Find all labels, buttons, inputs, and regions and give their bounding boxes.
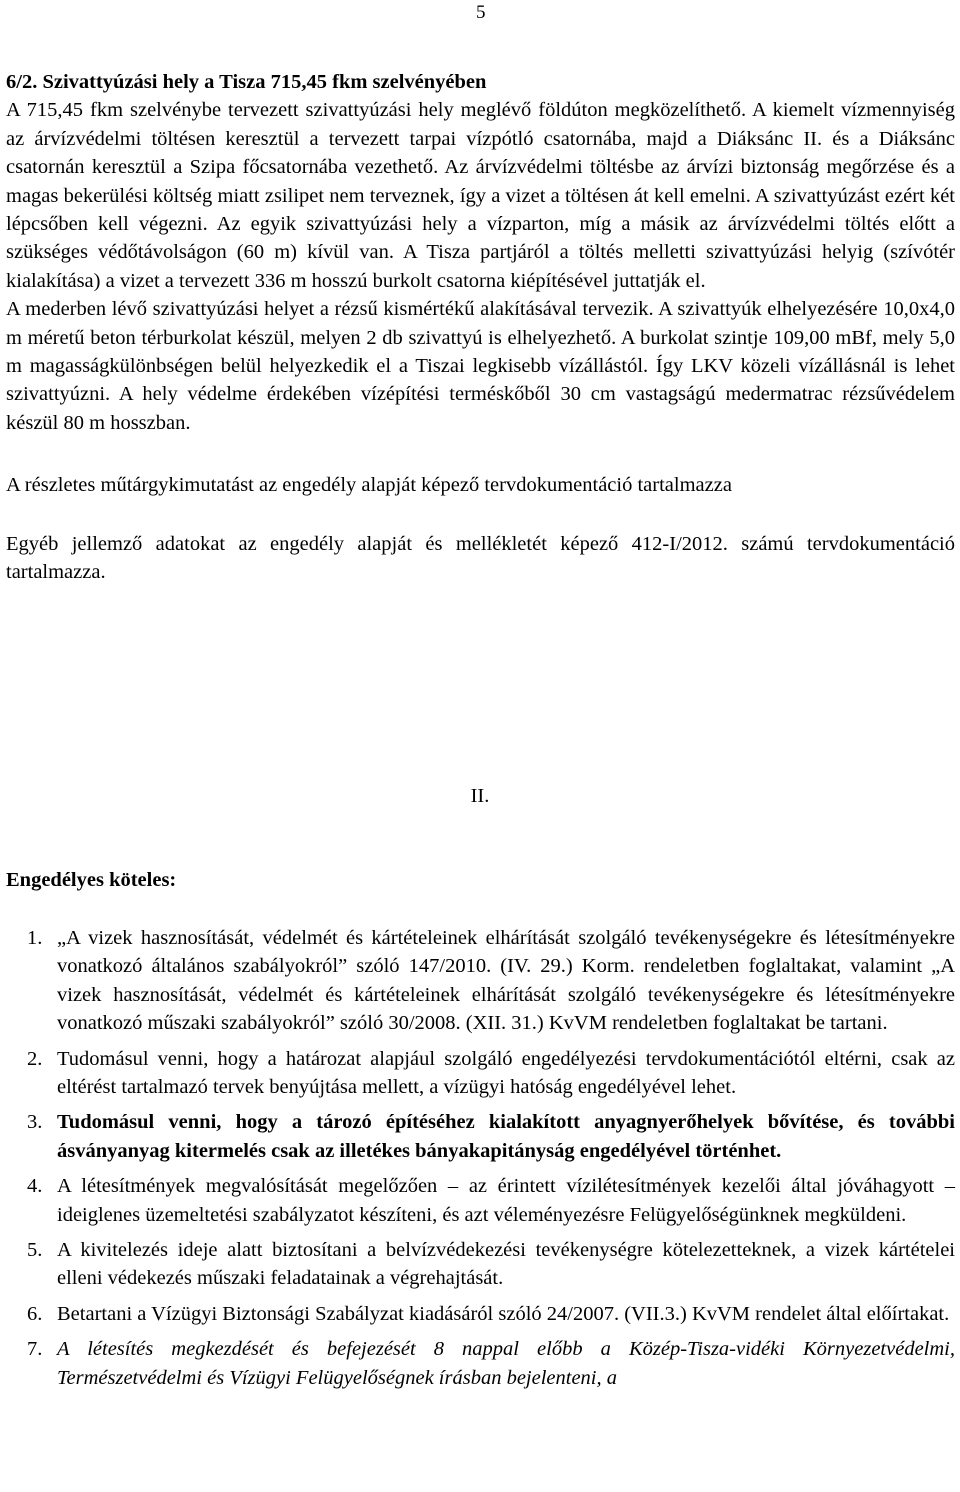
list-item (6, 1300, 955, 1328)
list-item (6, 1335, 955, 1392)
list-item-number: 3. (27, 1111, 43, 1134)
list-item (6, 924, 955, 1038)
section-paragraph-2: A mederben lévő szivattyúzási helyet a rézsű kismértékű alakításával tervezik. A szivattyúk elhelyezésére 10,0x4,0 m méretű beton térburkolat készül, melyen 2 db szivattyú is elhelyezhető. A burkolat szintje 109,00 mBf, mely 5,0 m magasságkülönbségen belül helyezkedik el a Tiszai legkisebb vízállástól. Így LKV közeli vízállásnál is lehet szivattyúzni. A hely védelme érdekében vízépítési terméskőből 30 cm vastagságú medermatrac rézsűvédelem készül 80 m hosszban. (6, 298, 955, 434)
obligations-list (6, 924, 955, 1399)
list-item-number: 2. (27, 1047, 43, 1070)
list-item-number: 4. (27, 1175, 43, 1198)
section-paragraph-1: A 715,45 fkm szelvénybe tervezett szivattyúzási hely meglévő földúton megközelíthető. A kiemelt vízmennyiség az árvízvédelmi töltésen keresztül a tervezett tarpai vízpótló csatornába, majd a Diáksánc II. és a Diáksánc csatornán keresztül a Szipa főcsatornába vezethető. Az árvízvédelmi töltésbe az árvízi biztonság megőrzése és a magas bekerülési költség miatt zsilipet nem terveznek, így a vizet a töltésen át kell emelni. A szivattyúzást ezért két lépcsőben kell végezni. Az egyik szivattyúzási hely a vízparton, míg a másik az árvízvédelmi töltés előtt a szükséges védőtávolságon (60 m) kívül van. A Tisza partjáról a töltés melletti szivattyúzási helyig (szívótér kialakítása) a vizet a tervezett 336 m hosszú burkolt csatorna kiépítésével juttatják el. (6, 99, 955, 292)
obligated-heading: Engedélyes köteles: (6, 869, 177, 891)
list-item (6, 1236, 955, 1293)
section-6-2 (6, 68, 955, 587)
page-number: 5 (476, 2, 486, 23)
list-item-text: Tudomásul venni, hogy a tározó építéséhez kialakított anyagnyerőhelyek bővítése, és további ásványanyag kitermelés csak az illetékes bányakapitányság engedélyével történhet. (57, 1111, 955, 1162)
roman-heading: II. (470, 785, 490, 807)
list-item (6, 1108, 955, 1165)
list-item (6, 1172, 955, 1229)
other-data-paragraph: Egyéb jellemző adatokat az engedély alapját és mellékletét képező 412-I/2012. számú tervdokumentáció tartalmazza. (6, 532, 955, 584)
list-item-number: 6. (27, 1302, 43, 1325)
list-item-number: 7. (27, 1338, 43, 1361)
list-item-text: „A vizek hasznosítását, védelmét és kártételeinek elhárítását szolgáló tevékenységekre és létesítményekre vonatkozó általános szabályokról” szóló 147/2010. (IV. 29.) Korm. rendeletben foglaltakat, valamint „A vizek hasznosítását, védelmét és kártételeinek elhárítását szolgáló tevékenységekre és létesítményekre vonatkozó műszaki szabályokról” szóló 30/2008. (XII. 31.) KvVM rendeletben foglaltakat be tartani. (57, 927, 955, 1035)
list-item-number: 5. (27, 1239, 43, 1262)
detail-paragraph: A részletes műtárgykimutatást az engedély alapját képező tervdokumentáció tartalmazza (6, 474, 732, 497)
list-item-number: 1. (27, 927, 43, 949)
list-item (6, 1045, 955, 1102)
list-item-text: A kivitelezés ideje alatt biztosítani a belvízvédekezési tevékenységre kötelezetteknek, a vizek kártételei elleni védekezés műszaki feladatainak a végrehajtását. (57, 1239, 955, 1290)
list-item-text: Betartani a Vízügyi Biztonsági Szabályzat kiadásáról szóló 24/2007. (VII.3.) KvVM rendelet által előírtakat. (57, 1302, 950, 1325)
list-item-text: A létesítmények megvalósítását megelőzően – az érintett vízilétesítmények kezelői által jóváhagyott – ideiglenes üzemeltetési szabályzatot készíteni, és azt véleményezésre Felügyelőségünknek megküldeni. (57, 1175, 955, 1226)
section-title: 6/2. Szivattyúzási hely a Tisza 715,45 fkm szelvényében (6, 71, 487, 93)
list-item-text: Tudomásul venni, hogy a határozat alapjául szolgáló engedélyezési tervdokumentációtól eltérni, csak az eltérést tartalmazó tervek benyújtása mellett, a vízügyi hatóság engedélyével lehet. (57, 1047, 955, 1099)
list-item-text: A létesítés megkezdését és befejezését 8 nappal előbb a Közép-Tisza-vidéki Környezetvédelmi, Természetvédelmi és Vízügyi Felügyelőségnek írásban bejelenteni, a (57, 1338, 955, 1389)
